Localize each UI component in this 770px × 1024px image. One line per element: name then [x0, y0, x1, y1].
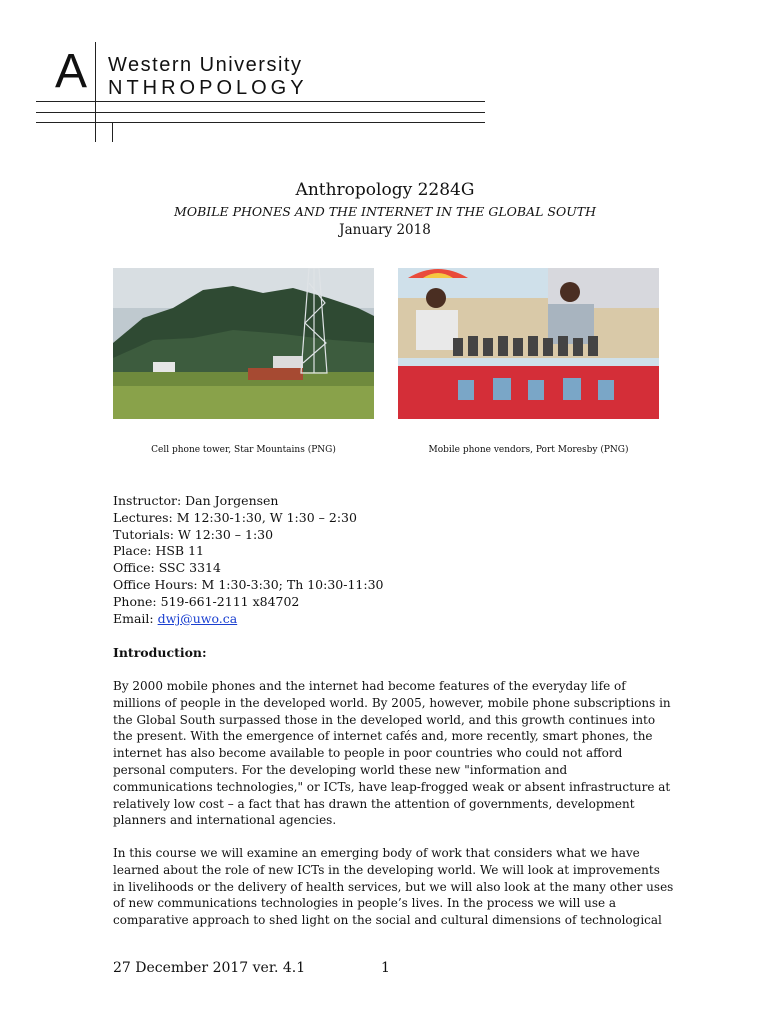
course-subtitle: MOBILE PHONES AND THE INTERNET IN THE GLOBAL SOUTH: [174, 204, 596, 219]
paragraph-line: comparative approach to shed light on the social and cultural dimensions of technological: [113, 913, 662, 928]
page-number: 1: [381, 960, 390, 976]
intro-paragraph-1: [113, 678, 671, 829]
phone-vendors-photo: [398, 268, 659, 419]
office-hours-line: Office Hours: M 1:30-3:30; Th 10:30-11:30: [113, 576, 384, 592]
place-line: Place: HSB 11: [113, 543, 204, 559]
logo-rule: [36, 101, 485, 102]
left-photo-caption: Cell phone tower, Star Mountains (PNG): [151, 445, 336, 455]
paragraph-line: millions of people in the developed world. By 2005, however, mobile phone subscriptions in: [113, 695, 671, 710]
instructor-line: Instructor: Dan Jorgensen: [113, 493, 279, 508]
intro-paragraph-2: [113, 845, 674, 929]
logo-letter: A: [55, 45, 88, 98]
right-photo-caption: Mobile phone vendors, Port Moresby (PNG): [428, 445, 629, 455]
logo-department: NTHROPOLOGY: [108, 77, 308, 99]
logo-rule: [112, 122, 113, 142]
footer-version: 27 December 2017 ver. 4.1: [113, 960, 306, 976]
office-line: Office: SSC 3314: [113, 560, 221, 576]
email-link[interactable]: dwj@uwo.ca: [157, 610, 238, 626]
paragraph-line: learned about the role of new ICTs in the developing world. We will look at improvements: [113, 862, 660, 877]
logo-rule: [36, 112, 485, 113]
course-date: January 2018: [339, 222, 431, 238]
paragraph-line: By 2000 mobile phones and the internet had become features of the everyday life of: [113, 679, 626, 693]
logo-university: Western University: [108, 54, 303, 76]
paragraph-line: in livelihoods or the delivery of health services, but we will also look at the many other uses: [113, 879, 674, 894]
logo-rule: [36, 122, 485, 123]
paragraph-line: personal computers. For the developing world these new "information and: [113, 762, 568, 777]
cell-tower-photo: [113, 268, 374, 419]
paragraph-line: relatively low cost – a fact that has drawn the attention of governments, development: [113, 796, 635, 811]
introduction-heading: Introduction:: [113, 645, 207, 660]
paragraph-line: internet has also become available to people in poor countries who could not afford: [113, 746, 623, 761]
email-line: [113, 611, 384, 628]
paragraph-line: In this course we will examine an emerging body of work that considers what we have: [113, 846, 640, 860]
paragraph-line: planners and international agencies.: [113, 813, 337, 828]
course-title: Anthropology 2284G: [295, 180, 475, 200]
paragraph-line: communications technologies," or ICTs, have leap-frogged weak or absent infrastructure at: [113, 779, 671, 794]
email-label: Email:: [113, 610, 158, 626]
paragraph-line: the present. With the emergence of internet cafés and, more recently, smart phones, the: [113, 729, 653, 744]
phone-line: Phone: 519-661-2111 x84702: [113, 593, 300, 609]
logo-rule: [95, 42, 96, 142]
tutorials-line: Tutorials: W 12:30 – 1:30: [113, 526, 274, 542]
paragraph-line: of new communications technologies in people’s lives. In the process we will use a: [113, 896, 617, 911]
course-info: [113, 493, 384, 627]
lectures-line: Lectures: M 12:30-1:30, W 1:30 – 2:30: [113, 509, 357, 525]
paragraph-line: the Global South surpassed those in the developed world, and this growth continues into: [113, 712, 656, 727]
